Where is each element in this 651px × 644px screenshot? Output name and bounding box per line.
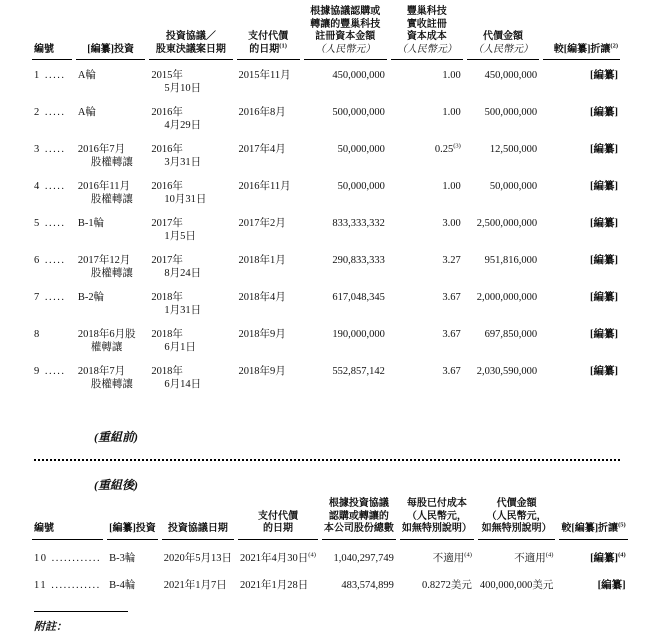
cell-consideration-amount bbox=[467, 356, 539, 393]
text-line: [編纂] bbox=[590, 292, 618, 303]
cell-row-number bbox=[32, 567, 103, 594]
header-row bbox=[32, 498, 628, 540]
column-header-row-number bbox=[32, 498, 103, 540]
footnote-marker: (1) bbox=[279, 42, 287, 50]
column-header-discount bbox=[543, 6, 620, 60]
text: 的日期 bbox=[249, 43, 280, 55]
cell-discount bbox=[543, 356, 620, 393]
cell-row-number bbox=[32, 540, 103, 567]
text-line: 資本成本 bbox=[406, 31, 447, 42]
text-line: 2,000,000,000 bbox=[476, 292, 538, 303]
text-line: 2016年 bbox=[151, 181, 183, 192]
table-row bbox=[32, 97, 620, 134]
cell-payment-date bbox=[237, 60, 300, 97]
cell-discount bbox=[543, 208, 620, 245]
text-line: 2015年11月 bbox=[238, 70, 291, 81]
text-line bbox=[393, 44, 461, 57]
text-line: [編纂] bbox=[590, 218, 618, 229]
cell-discount bbox=[543, 245, 620, 282]
cell-investment bbox=[76, 245, 145, 282]
text-line: 8月24日 bbox=[164, 268, 202, 279]
text-line: 1 ..... bbox=[34, 70, 66, 81]
header-row bbox=[32, 6, 620, 60]
text-line bbox=[480, 552, 554, 565]
text-line: 本公司股份總數 bbox=[323, 523, 394, 534]
cell-consideration-amount bbox=[478, 567, 556, 594]
text-line: 的日期 bbox=[262, 523, 293, 534]
cell-registered-capital-cost bbox=[304, 282, 387, 319]
text-line: 5月10日 bbox=[164, 83, 202, 94]
text: 0.25 bbox=[434, 144, 454, 155]
text-line: [編纂] bbox=[590, 255, 618, 266]
cell-row-number bbox=[32, 171, 72, 208]
text-line: 2018年6月股 bbox=[77, 329, 136, 340]
text-line: 2018年7月 bbox=[77, 366, 126, 377]
text-line: 實收註冊 bbox=[406, 18, 447, 30]
cell-payment-date bbox=[237, 282, 300, 319]
cell-paid-in-capital-cost bbox=[391, 134, 463, 171]
text-line: 3.67 bbox=[442, 366, 461, 377]
text-line: 5 ..... bbox=[34, 218, 66, 229]
footnote-marker: (4) bbox=[618, 551, 626, 558]
cell-consideration-amount bbox=[467, 282, 539, 319]
text-line: [編纂] bbox=[590, 181, 618, 192]
cell-registered-capital-cost bbox=[304, 208, 387, 245]
text-line: 1,040,297,749 bbox=[333, 552, 394, 564]
text-line: 1.00 bbox=[442, 107, 461, 118]
cell-discount bbox=[543, 319, 620, 356]
text-line: 190,000,000 bbox=[332, 329, 385, 340]
cell-registered-capital-cost bbox=[304, 319, 387, 356]
text: 2021年4月30日 bbox=[240, 552, 309, 564]
cell-agreement-date bbox=[149, 97, 232, 134]
text-line: 股權轉讓 bbox=[90, 157, 133, 168]
text-line: 2018年9月 bbox=[238, 366, 286, 377]
text-line: 2017年4月 bbox=[238, 144, 286, 155]
text-line: 代價金額 bbox=[482, 31, 523, 42]
text-line: 2018年 bbox=[151, 329, 183, 340]
text-line: [編纂] bbox=[590, 329, 618, 340]
text-line: 轉讓的豐巢科技 bbox=[310, 18, 381, 30]
text-line: A輪 bbox=[77, 70, 96, 81]
text-line: 2018年4月 bbox=[238, 292, 286, 303]
cell-investment bbox=[107, 540, 158, 567]
table-row bbox=[32, 60, 620, 97]
table-row bbox=[32, 245, 620, 282]
text-line: 400,000,000美元 bbox=[479, 579, 554, 591]
footnote-marker: (2) bbox=[610, 42, 618, 50]
text-line: 1.00 bbox=[442, 70, 461, 81]
cell-cost-per-share bbox=[400, 567, 474, 594]
text-line: 2017年 bbox=[151, 255, 183, 266]
notes-rule bbox=[34, 611, 128, 612]
text: （人民幣元） bbox=[315, 43, 376, 55]
column-header-paid-in-capital-cost bbox=[391, 6, 463, 60]
cell-consideration-amount bbox=[467, 208, 539, 245]
text-line: （人民幣元， bbox=[486, 510, 547, 522]
cell-consideration-amount bbox=[467, 245, 539, 282]
text-line: 6 ..... bbox=[34, 255, 66, 266]
text-line: 如無特別說明） bbox=[401, 523, 472, 534]
cell-investment bbox=[76, 208, 145, 245]
cell-discount bbox=[559, 540, 627, 567]
text-line: 6月14日 bbox=[164, 379, 202, 390]
text-line: 2021年1月7日 bbox=[163, 579, 227, 591]
cell-agreement-date bbox=[149, 245, 232, 282]
cell-investment bbox=[76, 134, 145, 171]
cell-investment bbox=[107, 567, 158, 594]
cell-paid-in-capital-cost bbox=[391, 171, 463, 208]
cell-discount bbox=[543, 282, 620, 319]
cell-row-number bbox=[32, 60, 72, 97]
text-line: 2017年 bbox=[151, 218, 183, 229]
table-row bbox=[32, 319, 620, 356]
text-line: [編纂] bbox=[590, 366, 618, 377]
table-row bbox=[32, 567, 628, 594]
text-line: 3 ..... bbox=[34, 144, 66, 155]
text-line: 50,000,000 bbox=[337, 144, 385, 155]
text-line: （人民幣元， bbox=[406, 510, 467, 522]
text-line: 3.00 bbox=[442, 218, 461, 229]
text: 不適用 bbox=[514, 552, 546, 564]
post-reorg-investment-table bbox=[28, 498, 632, 594]
text-line: A輪 bbox=[77, 107, 96, 118]
text-line: [編纂] bbox=[590, 107, 618, 118]
text-line: 3.67 bbox=[442, 329, 461, 340]
cell-discount bbox=[543, 171, 620, 208]
footnote-marker: (4) bbox=[308, 551, 316, 558]
cell-consideration-amount bbox=[467, 134, 539, 171]
column-header-agreement-date bbox=[162, 498, 234, 540]
text-line: 697,850,000 bbox=[484, 329, 538, 340]
text-line bbox=[239, 44, 298, 57]
column-header-cost-per-share bbox=[400, 498, 474, 540]
text-line: 10 ............ bbox=[34, 552, 102, 564]
text: （人民幣元） bbox=[472, 43, 533, 55]
text-line: 權轉讓 bbox=[90, 342, 123, 353]
cell-payment-date bbox=[237, 245, 300, 282]
cell-total-shares bbox=[322, 567, 396, 594]
cell-agreement-date bbox=[162, 567, 234, 594]
text-line: [編纂]投資 bbox=[87, 43, 134, 55]
text-line bbox=[561, 523, 625, 536]
text-line: 2018年 bbox=[151, 366, 183, 377]
text-line: 8 bbox=[34, 329, 41, 340]
cell-consideration-amount bbox=[467, 171, 539, 208]
cell-consideration-amount bbox=[478, 540, 556, 567]
text-line: 500,000,000 bbox=[332, 107, 385, 118]
cell-investment bbox=[76, 171, 145, 208]
text-line: 投資協議日期 bbox=[167, 523, 228, 534]
cell-paid-in-capital-cost bbox=[391, 245, 463, 282]
text-line: 500,000,000 bbox=[484, 107, 538, 118]
cell-agreement-date bbox=[149, 319, 232, 356]
cell-cost-per-share bbox=[400, 540, 474, 567]
cell-row-number bbox=[32, 356, 72, 393]
column-header-discount bbox=[559, 498, 627, 540]
column-header-payment-date bbox=[238, 498, 318, 540]
table-header bbox=[32, 6, 620, 60]
cell-discount bbox=[543, 134, 620, 171]
text-line: 股權轉讓 bbox=[90, 379, 133, 390]
table-body bbox=[32, 60, 620, 393]
text-line bbox=[402, 552, 472, 565]
text-line: 290,833,333 bbox=[332, 255, 385, 266]
text: 不適用 bbox=[432, 552, 465, 564]
text-line: 2018年9月 bbox=[238, 329, 286, 340]
text-line: 2016年 bbox=[151, 144, 183, 155]
column-header-investment bbox=[107, 498, 158, 540]
dotted-divider bbox=[34, 459, 620, 461]
column-header-investment bbox=[76, 6, 145, 60]
text: 較[編纂]折讓 bbox=[561, 523, 619, 534]
text-line: [編纂]投資 bbox=[109, 523, 156, 534]
cell-payment-date bbox=[237, 319, 300, 356]
text-line: 9 ..... bbox=[34, 366, 66, 377]
text-line: 認購或轉讓的 bbox=[328, 510, 389, 522]
text-line: 12,500,000 bbox=[489, 144, 538, 155]
table-row bbox=[32, 134, 620, 171]
text-line: B-3輪 bbox=[109, 552, 136, 564]
cell-payment-date bbox=[237, 97, 300, 134]
table-header bbox=[32, 498, 628, 540]
text-line: 支付代價 bbox=[257, 510, 298, 522]
cell-agreement-date bbox=[149, 171, 232, 208]
text-line: 2,500,000,000 bbox=[476, 218, 538, 229]
text-line: 代價金額 bbox=[496, 498, 537, 509]
text-line: 如無特別說明） bbox=[481, 523, 552, 534]
text-line bbox=[393, 143, 461, 156]
cell-paid-in-capital-cost bbox=[391, 356, 463, 393]
text-line: 7 ..... bbox=[34, 292, 66, 303]
text-line: 951,816,000 bbox=[484, 255, 538, 266]
column-header-consideration-amount bbox=[478, 498, 556, 540]
table-row bbox=[32, 208, 620, 245]
cell-agreement-date bbox=[149, 134, 232, 171]
text-line: 2017年12月 bbox=[77, 255, 131, 266]
text-line: 617,048,345 bbox=[332, 292, 385, 303]
cell-payment-date bbox=[237, 208, 300, 245]
table-row bbox=[32, 171, 620, 208]
cell-consideration-amount bbox=[467, 97, 539, 134]
text-line: 編號 bbox=[34, 523, 54, 534]
cell-agreement-date bbox=[149, 208, 232, 245]
cell-row-number bbox=[32, 319, 72, 356]
cell-registered-capital-cost bbox=[304, 97, 387, 134]
footnote-marker: (3) bbox=[453, 142, 461, 150]
text-line: 股東決議案日期 bbox=[155, 43, 226, 55]
text-line: 2,030,590,000 bbox=[476, 366, 538, 377]
text-line bbox=[469, 44, 537, 57]
cell-row-number bbox=[32, 208, 72, 245]
text-line: [編纂] bbox=[590, 144, 618, 155]
text: [編纂] bbox=[590, 552, 619, 564]
text-line: 投資協議／ bbox=[165, 31, 216, 42]
notes-label: 附註： bbox=[34, 621, 67, 633]
text-line: 股權轉讓 bbox=[90, 194, 133, 205]
cell-discount bbox=[559, 567, 627, 594]
cell-paid-in-capital-cost bbox=[391, 319, 463, 356]
text-line: [編纂] bbox=[597, 579, 626, 591]
cell-registered-capital-cost bbox=[304, 60, 387, 97]
column-header-payment-date bbox=[237, 6, 300, 60]
footnote-marker: (4) bbox=[545, 551, 554, 558]
footnote-marker: (4) bbox=[464, 551, 472, 558]
text-line: 2016年11月 bbox=[77, 181, 131, 192]
cell-agreement-date bbox=[149, 356, 232, 393]
footnote-marker: (5) bbox=[618, 521, 626, 529]
post-reorg-label: (重組後) bbox=[94, 478, 138, 492]
text-line bbox=[561, 552, 625, 565]
cell-total-shares bbox=[322, 540, 396, 567]
text-line: 2016年7月 bbox=[77, 144, 126, 155]
column-header-consideration-amount bbox=[467, 6, 539, 60]
text-line: 552,857,142 bbox=[332, 366, 385, 377]
text-line: 1月31日 bbox=[164, 305, 202, 316]
cell-paid-in-capital-cost bbox=[391, 60, 463, 97]
cell-consideration-amount bbox=[467, 60, 539, 97]
text-line: 根據協議認購或 bbox=[310, 6, 381, 17]
cell-paid-in-capital-cost bbox=[391, 282, 463, 319]
text-line: B-1輪 bbox=[77, 218, 105, 229]
text-line bbox=[306, 44, 385, 57]
text-line: 2016年 bbox=[151, 107, 183, 118]
text-line: 支付代價 bbox=[248, 31, 289, 42]
cell-row-number bbox=[32, 282, 72, 319]
cell-discount bbox=[543, 60, 620, 97]
text-line: 1月5日 bbox=[164, 231, 196, 242]
text-line: 根據投資協議 bbox=[328, 498, 389, 509]
text-line: 450,000,000 bbox=[332, 70, 385, 81]
text: 較[編纂]折讓 bbox=[553, 43, 611, 55]
table-row bbox=[32, 356, 620, 393]
cell-agreement-date bbox=[149, 60, 232, 97]
text-line: 2018年1月 bbox=[238, 255, 286, 266]
cell-payment-date bbox=[237, 134, 300, 171]
cell-investment bbox=[76, 356, 145, 393]
cell-investment bbox=[76, 60, 145, 97]
cell-payment-date bbox=[237, 171, 300, 208]
cell-discount bbox=[543, 97, 620, 134]
text-line: 每股已付成本 bbox=[406, 498, 467, 509]
cell-agreement-date bbox=[149, 282, 232, 319]
table-row bbox=[32, 540, 628, 567]
cell-registered-capital-cost bbox=[304, 356, 387, 393]
text: （人民幣元） bbox=[396, 43, 457, 55]
text-line: 833,333,332 bbox=[332, 218, 385, 229]
text-line: 2017年2月 bbox=[238, 218, 286, 229]
text-line: B-2輪 bbox=[77, 292, 105, 303]
table-body bbox=[32, 540, 628, 594]
text-line: 豐巢科技 bbox=[406, 6, 447, 17]
text-line bbox=[545, 44, 618, 57]
text-line: 股權轉讓 bbox=[90, 268, 133, 279]
cell-payment-date bbox=[238, 540, 318, 567]
text-line bbox=[240, 552, 316, 565]
cell-payment-date bbox=[238, 567, 318, 594]
cell-paid-in-capital-cost bbox=[391, 208, 463, 245]
cell-investment bbox=[76, 319, 145, 356]
column-header-row-number bbox=[32, 6, 72, 60]
text-line: 4 ..... bbox=[34, 181, 66, 192]
cell-paid-in-capital-cost bbox=[391, 97, 463, 134]
cell-registered-capital-cost bbox=[304, 245, 387, 282]
text-line: 2015年 bbox=[151, 70, 183, 81]
table-row bbox=[32, 282, 620, 319]
text-line: 編號 bbox=[34, 43, 54, 55]
text-line: 2018年 bbox=[151, 292, 183, 303]
text-line: 註冊資本金額 bbox=[315, 31, 376, 42]
cell-registered-capital-cost bbox=[304, 171, 387, 208]
text-line: 2 ..... bbox=[34, 107, 66, 118]
text-line: 3月31日 bbox=[164, 157, 202, 168]
cell-row-number bbox=[32, 97, 72, 134]
pre-reorg-investment-table bbox=[28, 6, 624, 393]
cell-consideration-amount bbox=[467, 319, 539, 356]
text-line: 3.67 bbox=[442, 292, 461, 303]
text-line: 483,574,899 bbox=[341, 579, 394, 591]
pre-reorg-label: (重組前) bbox=[94, 430, 138, 444]
cell-investment bbox=[76, 282, 145, 319]
text-line: 3.27 bbox=[442, 255, 461, 266]
text-line: 50,000,000 bbox=[489, 181, 538, 192]
cell-investment bbox=[76, 97, 145, 134]
text-line: 2020年5月13日 bbox=[163, 552, 233, 564]
text-line: 2016年8月 bbox=[238, 107, 286, 118]
cell-registered-capital-cost bbox=[304, 134, 387, 171]
column-header-agreement-date bbox=[149, 6, 232, 60]
text-line: 2021年1月28日 bbox=[240, 579, 309, 591]
text-line: 10月31日 bbox=[164, 194, 207, 205]
text-line: 450,000,000 bbox=[484, 70, 538, 81]
text-line: 1.00 bbox=[442, 181, 461, 192]
text-line: B-4輪 bbox=[109, 579, 136, 591]
text-line: 50,000,000 bbox=[337, 181, 385, 192]
column-header-registered-capital-cost bbox=[304, 6, 387, 60]
cell-row-number bbox=[32, 134, 72, 171]
cell-payment-date bbox=[237, 356, 300, 393]
text-line: 11 ............ bbox=[34, 579, 101, 591]
cell-agreement-date bbox=[162, 540, 234, 567]
text-line: 0.8272美元 bbox=[422, 579, 472, 591]
text-line: 6月1日 bbox=[164, 342, 196, 353]
cell-row-number bbox=[32, 245, 72, 282]
text-line: 4月29日 bbox=[164, 120, 202, 131]
text-line: 2016年11月 bbox=[238, 181, 291, 192]
column-header-total-shares bbox=[322, 498, 396, 540]
text-line: [編纂] bbox=[590, 70, 618, 81]
